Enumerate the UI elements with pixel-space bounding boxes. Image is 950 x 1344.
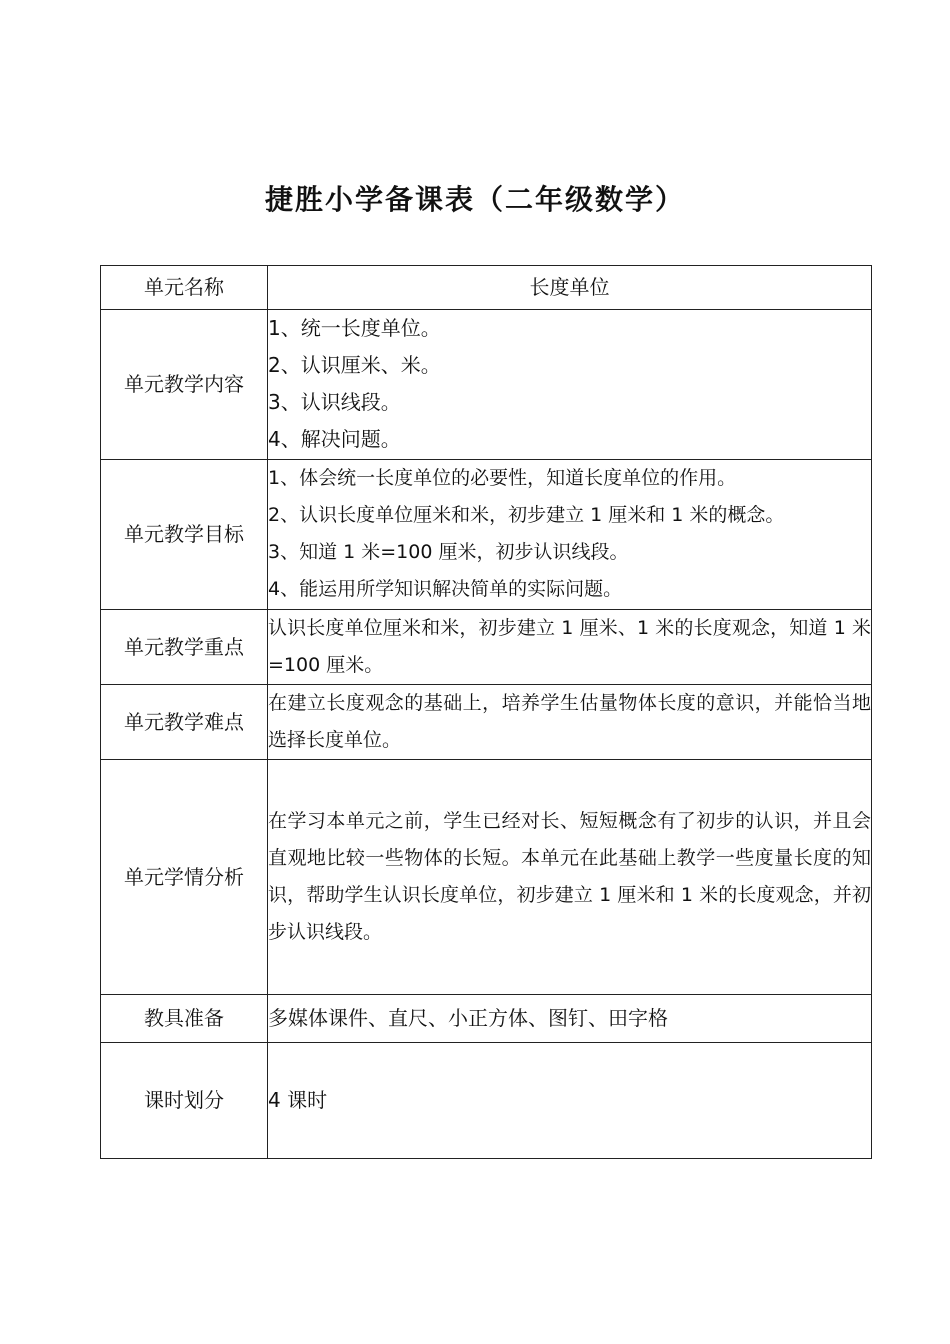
goal-item: 1、体会统一长度单位的必要性，知道长度单位的作用。 [268, 467, 737, 489]
value-content [268, 310, 872, 460]
label-difficulties: 单元教学难点 [101, 685, 268, 760]
label-analysis: 单元学情分析 [101, 760, 268, 995]
analysis-text: 在学习本单元之前，学生已经对长、短短概念有了初步的认识，并且会直观地比较一些物体的长短。本单元在此基础上教学一些度量长度的知识，帮助学生认识长度单位，初步建立 1 厘米和 1 米的长度观念，并初步认识线段。 [268, 810, 871, 943]
value-unit-name: 长度单位 [268, 266, 872, 310]
value-periods: 4 课时 [268, 1043, 872, 1159]
row-difficulties [101, 685, 872, 760]
row-goals [101, 460, 872, 610]
goal-item: 4、能运用所学知识解决简单的实际问题。 [268, 578, 623, 600]
lesson-plan-table [100, 265, 872, 1159]
content-item: 2、认识厘米、米。 [268, 353, 441, 377]
content-item: 3、认识线段。 [268, 390, 401, 414]
label-key-points: 单元教学重点 [101, 610, 268, 685]
label-periods: 课时划分 [101, 1043, 268, 1159]
value-analysis [268, 760, 872, 995]
content-item: 1、统一长度单位。 [268, 316, 441, 340]
label-unit-name: 单元名称 [101, 266, 268, 310]
value-tools: 多媒体课件、直尺、小正方体、图钉、田字格 [268, 995, 872, 1043]
row-key-points [101, 610, 872, 685]
label-content: 单元教学内容 [101, 310, 268, 460]
row-periods [101, 1043, 872, 1159]
goal-item: 2、认识长度单位厘米和米，初步建立 1 厘米和 1 米的概念。 [268, 504, 785, 526]
label-goals: 单元教学目标 [101, 460, 268, 610]
value-key-points [268, 610, 872, 685]
difficulties-text: 在建立长度观念的基础上，培养学生估量物体长度的意识，并能恰当地选择长度单位。 [268, 692, 871, 751]
row-analysis [101, 760, 872, 995]
value-difficulties [268, 685, 872, 760]
page-title: 捷胜小学备课表（二年级数学） [264, 183, 685, 216]
row-tools [101, 995, 872, 1043]
goal-item: 3、知道 1 米=100 厘米，初步认识线段。 [268, 541, 629, 563]
row-unit-name [101, 266, 872, 310]
label-tools: 教具准备 [101, 995, 268, 1043]
value-goals [268, 460, 872, 610]
row-content [101, 310, 872, 460]
content-item: 4、解决问题。 [268, 427, 401, 451]
key-points-text: 认识长度单位厘米和米，初步建立 1 厘米、1 米的长度观念，知道 1 米=100 厘米。 [268, 617, 871, 676]
